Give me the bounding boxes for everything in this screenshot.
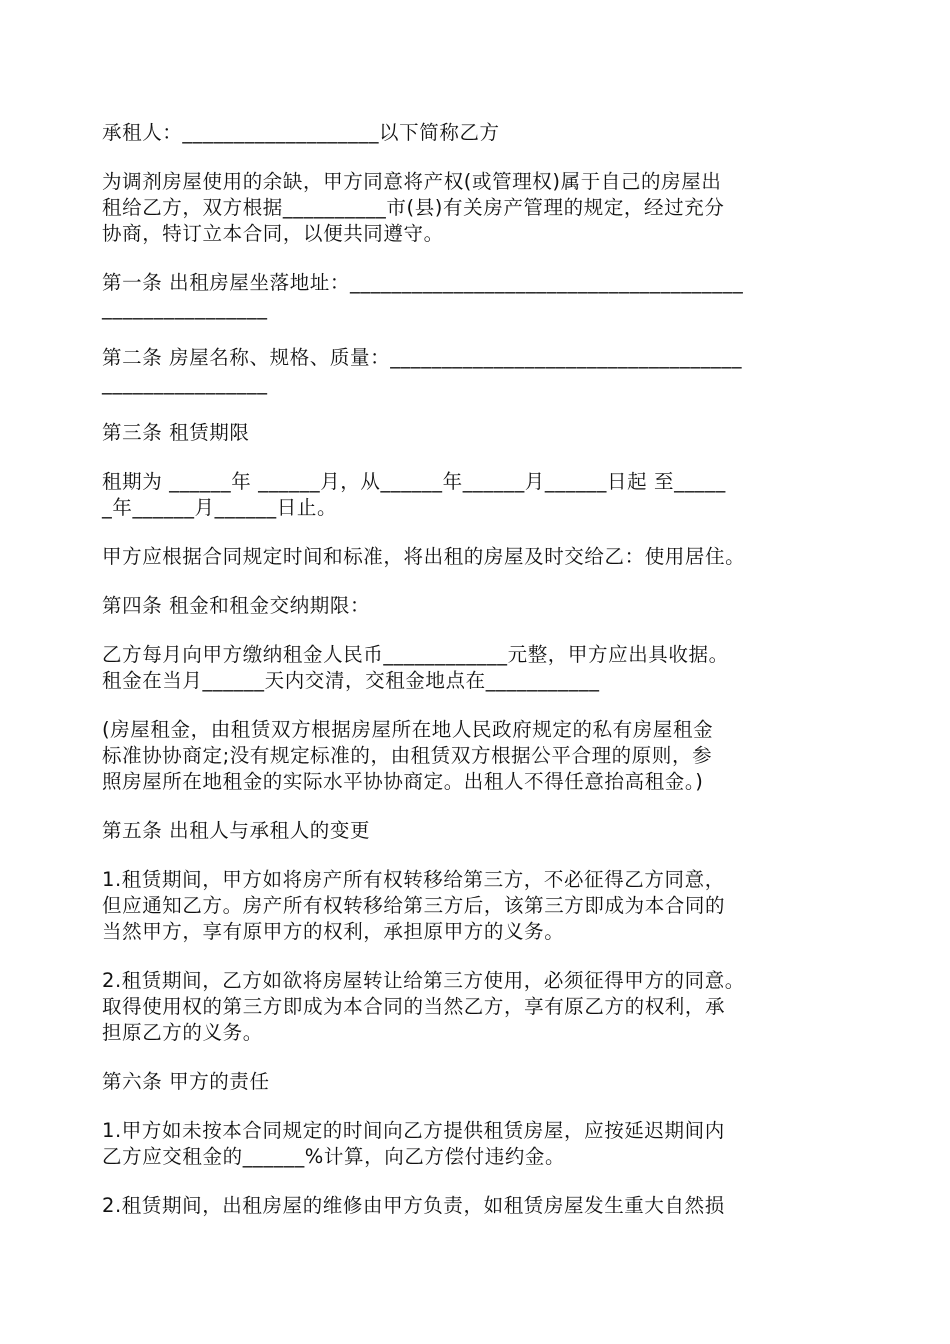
text-line: 租给乙方，双方根据__________市(县)有关房产管理的规定，经过充分 [102, 196, 725, 219]
text-line: 2.租赁期间，乙方如欲将房屋转让给第三方使用，必须征得甲方的同意。 [102, 969, 745, 992]
text-line: 但应通知乙方。房产所有权转移给第三方后，该第三方即成为本合同的 [102, 894, 726, 917]
paragraph [102, 544, 862, 570]
text-line: 1.租赁期间，甲方如将房产所有权转移给第三方，不必征得乙方同意， [102, 868, 725, 891]
text-line: 协商，特订立本合同，以便共同遵守。 [102, 222, 444, 245]
text-line: 照房屋所在地租金的实际水平协协商定。出租人不得任意抬高租金。) [102, 770, 704, 793]
paragraph [102, 968, 862, 1046]
text-line: 第五条 出租人与承租人的变更 [102, 819, 371, 842]
text-line: 为调剂房屋使用的余缺，甲方同意将产权(或管理权)属于自己的房屋出 [102, 170, 722, 193]
paragraph [102, 1193, 862, 1219]
paragraph [102, 469, 862, 521]
text-line: 租金在当月______天内交清，交租金地点在___________ [102, 669, 600, 692]
paragraph [102, 420, 862, 446]
paragraph [102, 867, 862, 945]
text-line: 第二条 房屋名称、规格、质量：__________________________________ [102, 346, 743, 369]
paragraph [102, 1118, 862, 1170]
paragraph [102, 345, 862, 397]
text-line: 第三条 租赁期限 [102, 421, 250, 444]
paragraph [102, 717, 862, 795]
text-line: 取得使用权的第三方即成为本合同的当然乙方，享有原乙方的权利，承 [102, 995, 726, 1018]
paragraph [102, 169, 862, 247]
text-line: _年______月______日止。 [102, 496, 338, 519]
text-line: 第六条 甲方的责任 [102, 1070, 270, 1093]
text-line: 2.租赁期间，出租房屋的维修由甲方负责，如租赁房屋发生重大自然损 [102, 1194, 725, 1217]
paragraph [102, 270, 862, 322]
paragraph [102, 642, 862, 694]
text-line: 第一条 出租房屋坐落地址：______________________________________ [102, 271, 744, 294]
text-line: 标准协协商定;没有规定标准的，由租赁双方根据公平合理的原则，参 [102, 744, 713, 767]
text-line: 担原乙方的义务。 [102, 1021, 263, 1044]
text-line: 第四条 租金和租金交纳期限： [102, 594, 371, 617]
text-line: 当然甲方，享有原甲方的权利，承担原甲方的义务。 [102, 920, 565, 943]
paragraph [102, 120, 862, 146]
text-line: ________________ [102, 297, 268, 320]
paragraph [102, 818, 862, 844]
document-page [102, 120, 862, 1242]
text-line: ________________ [102, 372, 268, 395]
text-line: 乙方每月向甲方缴纳租金人民币____________元整，甲方应出具收据。 [102, 643, 729, 666]
text-line: 乙方应交租金的______%计算，向乙方偿付违约金。 [102, 1145, 566, 1168]
paragraph [102, 593, 862, 619]
text-line: 1.甲方如未按本合同规定的时间向乙方提供租赁房屋，应按延迟期间内 [102, 1119, 725, 1142]
text-line: (房屋租金，由租赁双方根据房屋所在地人民政府规定的私有房屋租金 [102, 718, 714, 741]
text-line: 租期为 ______年 ______月，从______年______月______日起 至_____ [102, 470, 726, 493]
text-line: 承租人：___________________以下简称乙方 [102, 121, 500, 144]
text-line: 甲方应根据合同规定时间和标准，将出租的房屋及时交给乙：使用居住。 [102, 545, 746, 568]
paragraph [102, 1069, 862, 1095]
